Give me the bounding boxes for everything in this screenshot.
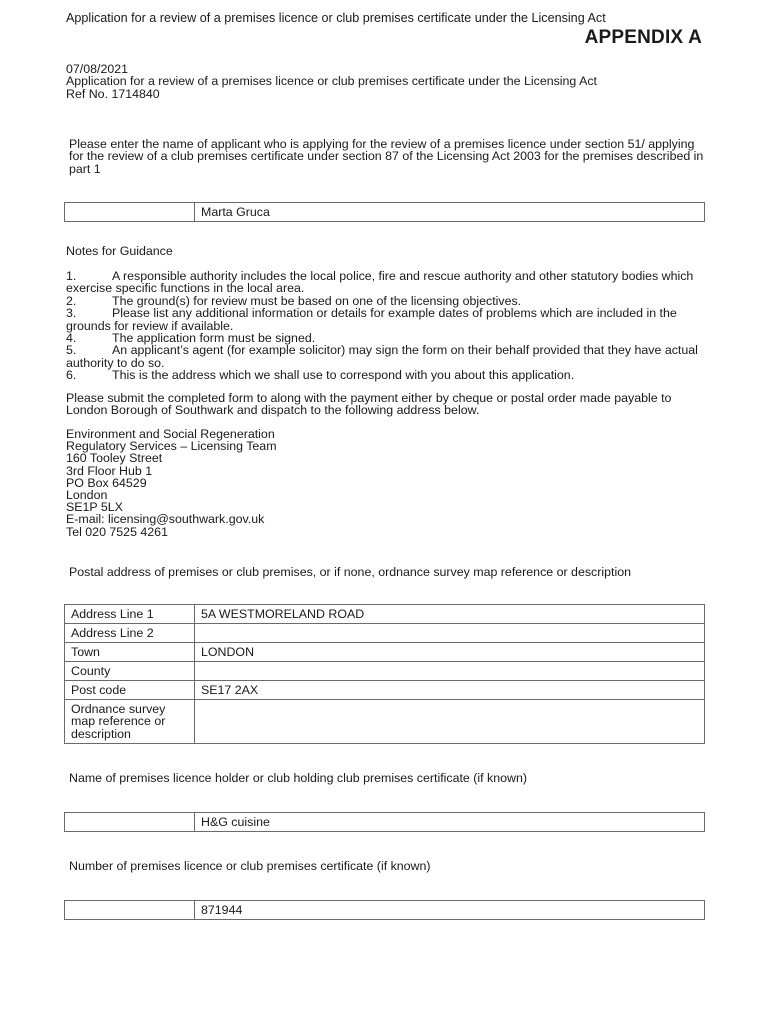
address-line-1-label: Address Line 1 <box>65 605 195 624</box>
address-line-2-field[interactable] <box>195 624 705 643</box>
document-title: Application for a review of a premises licence or club premises certificate under the Licensing Act <box>66 74 597 89</box>
applicant-name-field[interactable]: Marta Gruca <box>201 205 270 219</box>
note-number: 3. <box>66 306 77 321</box>
table-row <box>65 700 705 744</box>
note-text: An applicant’s agent (for example solicitor) may sign the form on their behalf provided that they have actual authority to do so. <box>66 343 698 370</box>
ordnance-survey-label: Ordnance survey map reference or description <box>65 700 195 744</box>
licence-holder-label-cell <box>65 813 195 831</box>
applicant-prompt: Please enter the name of applicant who is applying for the review of a premises licence under section 51/ applying for the review of a club premises certificate under section 87 of the Licensing Act 2003 for the premises described in part 1 <box>69 137 704 176</box>
contact-address <box>66 428 277 538</box>
address-line: Environment and Social Regeneration <box>66 427 275 441</box>
address-line: SE1P 5LX <box>66 500 123 515</box>
note-text: The application form must be signed. <box>112 331 316 346</box>
table-row <box>65 643 705 662</box>
note-text: The ground(s) for review must be based on one of the licensing objectives. <box>112 293 522 308</box>
note-number: 2. <box>66 293 77 308</box>
licence-holder-title: Name of premises licence holder or club holding club premises certificate (if known) <box>69 771 527 785</box>
county-field[interactable] <box>195 662 705 681</box>
address-line: 160 Tooley Street <box>66 451 163 466</box>
address-line-1-field[interactable]: 5A WESTMORELAND ROAD <box>195 605 705 624</box>
table-row <box>65 662 705 681</box>
note-text: Please list any additional information or details for example dates of problems which are included in the grounds for review if available. <box>66 306 677 333</box>
applicant-name-box <box>64 202 705 222</box>
note-text: This is the address which we shall use to correspond with you about this application. <box>112 368 575 383</box>
note-number: 6. <box>66 368 77 383</box>
premises-address-title: Postal address of premises or club premises, or if none, ordnance survey map reference or description <box>69 565 631 579</box>
town-field[interactable]: LONDON <box>195 643 705 662</box>
address-line: PO Box 64529 <box>66 475 147 490</box>
document-meta <box>66 63 597 100</box>
licence-holder-box <box>64 812 705 832</box>
licence-number-title: Number of premises licence or club premises certificate (if known) <box>69 859 431 873</box>
table-row <box>65 681 705 700</box>
guidance-title: Notes for Guidance <box>66 244 173 258</box>
note-number: 1. <box>66 269 77 283</box>
reference-number: Ref No. 1714840 <box>66 86 160 101</box>
guidance-notes <box>66 270 706 382</box>
licence-number-box <box>64 900 705 920</box>
licence-holder-field[interactable]: H&G cuisine <box>201 815 270 829</box>
address-line: Regulatory Services – Licensing Team <box>66 439 277 454</box>
post-code-label: Post code <box>65 681 195 700</box>
county-label: County <box>65 662 195 681</box>
guidance-note <box>66 270 706 295</box>
town-label: Town <box>65 643 195 662</box>
licence-number-label-cell <box>65 901 195 919</box>
address-line: London <box>66 487 108 502</box>
guidance-note <box>66 307 706 332</box>
document-header: Application for a review of a premises licence or club premises certificate under the Licensing Act <box>66 11 606 25</box>
table-row <box>65 624 705 643</box>
table-row <box>65 605 705 624</box>
note-number: 4. <box>66 331 77 346</box>
premises-address-table <box>64 604 705 744</box>
post-code-field[interactable]: SE17 2AX <box>195 681 705 700</box>
address-line-2-label: Address Line 2 <box>65 624 195 643</box>
licence-number-field[interactable]: 871944 <box>201 903 243 917</box>
submit-instructions: Please submit the completed form to along with the payment either by cheque or postal order made payable to London Borough of Southwark and dispatch to the following address below. <box>66 391 672 418</box>
applicant-name-label-cell <box>65 203 195 221</box>
guidance-note <box>66 369 706 381</box>
note-text: A responsible authority includes the local police, fire and rescue authority and other statutory bodies which exercise specific functions in the local area. <box>66 269 694 296</box>
address-line: 3rd Floor Hub 1 <box>66 463 153 478</box>
contact-phone: Tel 020 7525 4261 <box>66 524 168 539</box>
contact-email: E-mail: licensing@southwark.gov.uk <box>66 512 265 527</box>
note-number: 5. <box>66 343 77 358</box>
guidance-note <box>66 344 706 369</box>
document-date: 07/08/2021 <box>66 62 129 76</box>
ordnance-survey-field[interactable] <box>195 700 705 744</box>
appendix-label: APPENDIX A <box>584 27 702 48</box>
